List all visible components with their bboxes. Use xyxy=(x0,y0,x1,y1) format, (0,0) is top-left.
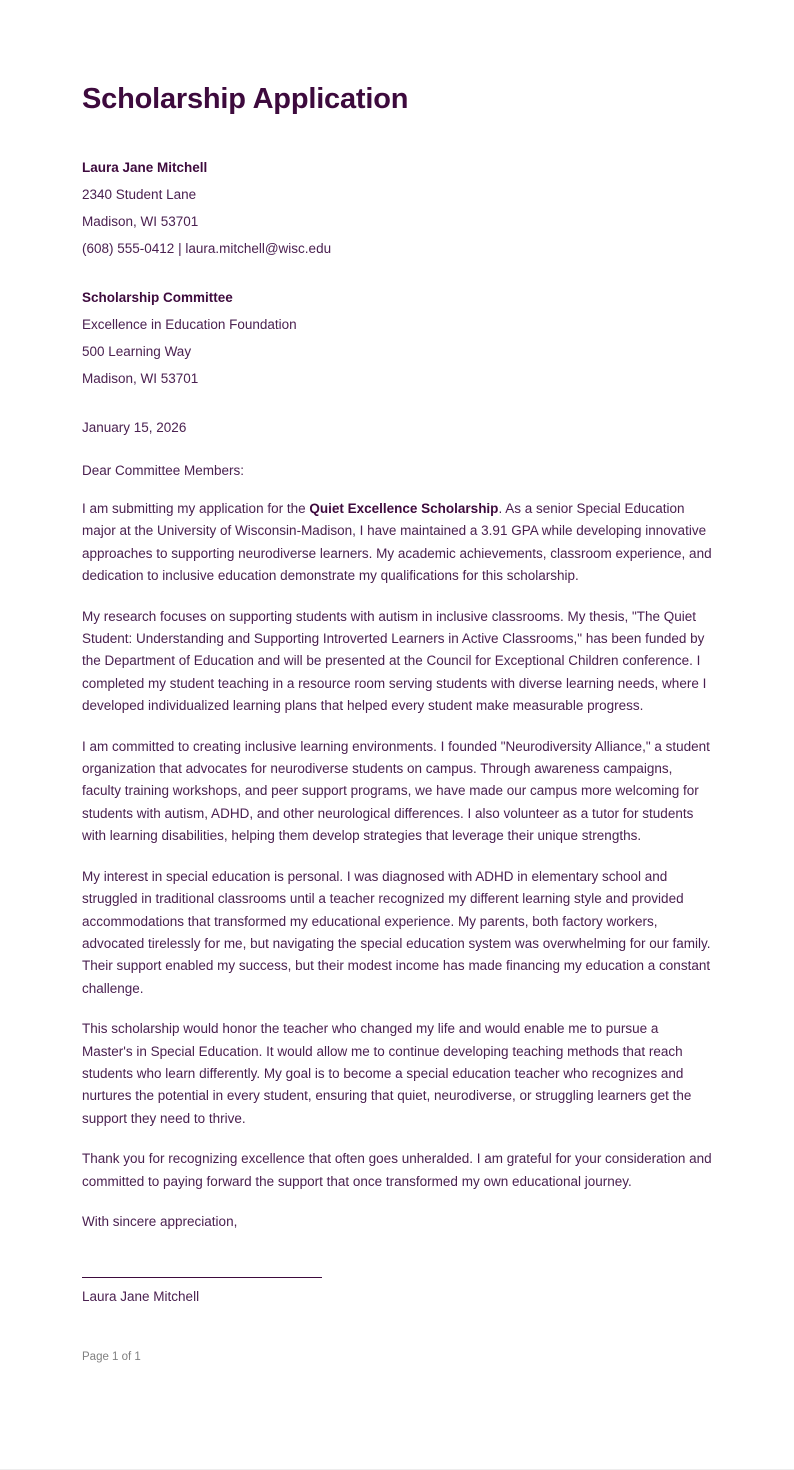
recipient-street: 500 Learning Way xyxy=(82,344,192,359)
paragraph-1-rest: . As a senior Special Education major at the University of Wisconsin-Madison, I have maintained a 3.91 GPA while developing innovative approaches to supporting neurodiverse learners. My academic achievements, classroom experience, and dedication to inclusive education demonstrate my qualifications for this scholarship. xyxy=(82,501,712,584)
closing-line: With sincere appreciation, xyxy=(82,1213,238,1229)
recipient-city-state-zip: Madison, WI 53701 xyxy=(82,371,199,386)
paragraph-5: This scholarship would honor the teacher who changed my life and would enable me to pursue a Master's in Special Education. It would allow me to continue developing teaching methods that reach students who learn differently. My goal is to become a special education teacher who recognizes and nurtures the potential in every student, ensuring that quiet, neurodiverse, or struggling learners get the support they need to thrive. xyxy=(82,1021,692,1126)
paragraph-6: Thank you for recognizing excellence that often goes unheralded. I am grateful for your consideration and committed to paying forward the support that once transformed my own educational journey. xyxy=(82,1151,712,1189)
sender-address-block xyxy=(82,154,712,262)
document-footer xyxy=(82,1349,712,1445)
recipient-name: Scholarship Committee xyxy=(82,290,233,305)
signature-block xyxy=(82,1277,712,1307)
recipient-organization: Excellence in Education Foundation xyxy=(82,317,297,332)
page-title: Scholarship Application xyxy=(82,83,409,115)
paragraph-2: My research focuses on supporting students with autism in inclusive classrooms. My thesis, "The Quiet Student: Understanding and Supporting Introverted Learners in Active Classrooms," has been funded by the Department of Education and will be presented at the Council for Exceptional Children conference. I completed my student teaching in a resource room serving students with diverse learning needs, where I developed individualized learning plans that helped every student make measurable progress. xyxy=(82,608,707,714)
paragraph-3: I am committed to creating inclusive learning environments. I founded "Neurodiversity Alliance," a student organization that advocates for neurodiverse students on campus. Through awareness campaigns, faculty training workshops, and peer support programs, we have made our campus more welcoming for students with autism, ADHD, and other neurological differences. I also volunteer as a tutor for students with learning disabilities, helping them develop strategies that leverage their unique strengths. xyxy=(82,738,710,844)
sender-street: 2340 Student Lane xyxy=(82,187,197,202)
paragraph-1 xyxy=(82,498,712,588)
sender-city-state-zip: Madison, WI 53701 xyxy=(82,214,199,229)
letter-body xyxy=(82,498,712,1193)
signature-line xyxy=(82,1277,322,1278)
sender-contact: (608) 555-0412 | laura.mitchell@wisc.edu xyxy=(82,241,332,256)
paragraph-4: My interest in special education is personal. I was diagnosed with ADHD in elementary school and struggled in traditional classrooms until a teacher recognized my different learning style and provided accommodations that transformed my educational experience. My parents, both factory workers, advocated tirelessly for me, but navigating the special education system was overwhelming for our family. Their support enabled my success, but their modest income has made financing my education a constant challenge. xyxy=(82,868,711,996)
recipient-address-block xyxy=(82,284,712,392)
salutation: Dear Committee Members: xyxy=(82,463,245,478)
sender-name: Laura Jane Mitchell xyxy=(82,160,208,175)
signature-name: Laura Jane Mitchell xyxy=(82,1289,200,1305)
letter-date: January 15, 2026 xyxy=(82,420,187,435)
page-number: Page 1 of 1 xyxy=(82,1351,141,1364)
scholarship-name-emphasis: Quiet Excellence Scholarship xyxy=(309,501,499,516)
paragraph-1-intro: I am submitting my application for the xyxy=(82,501,310,516)
